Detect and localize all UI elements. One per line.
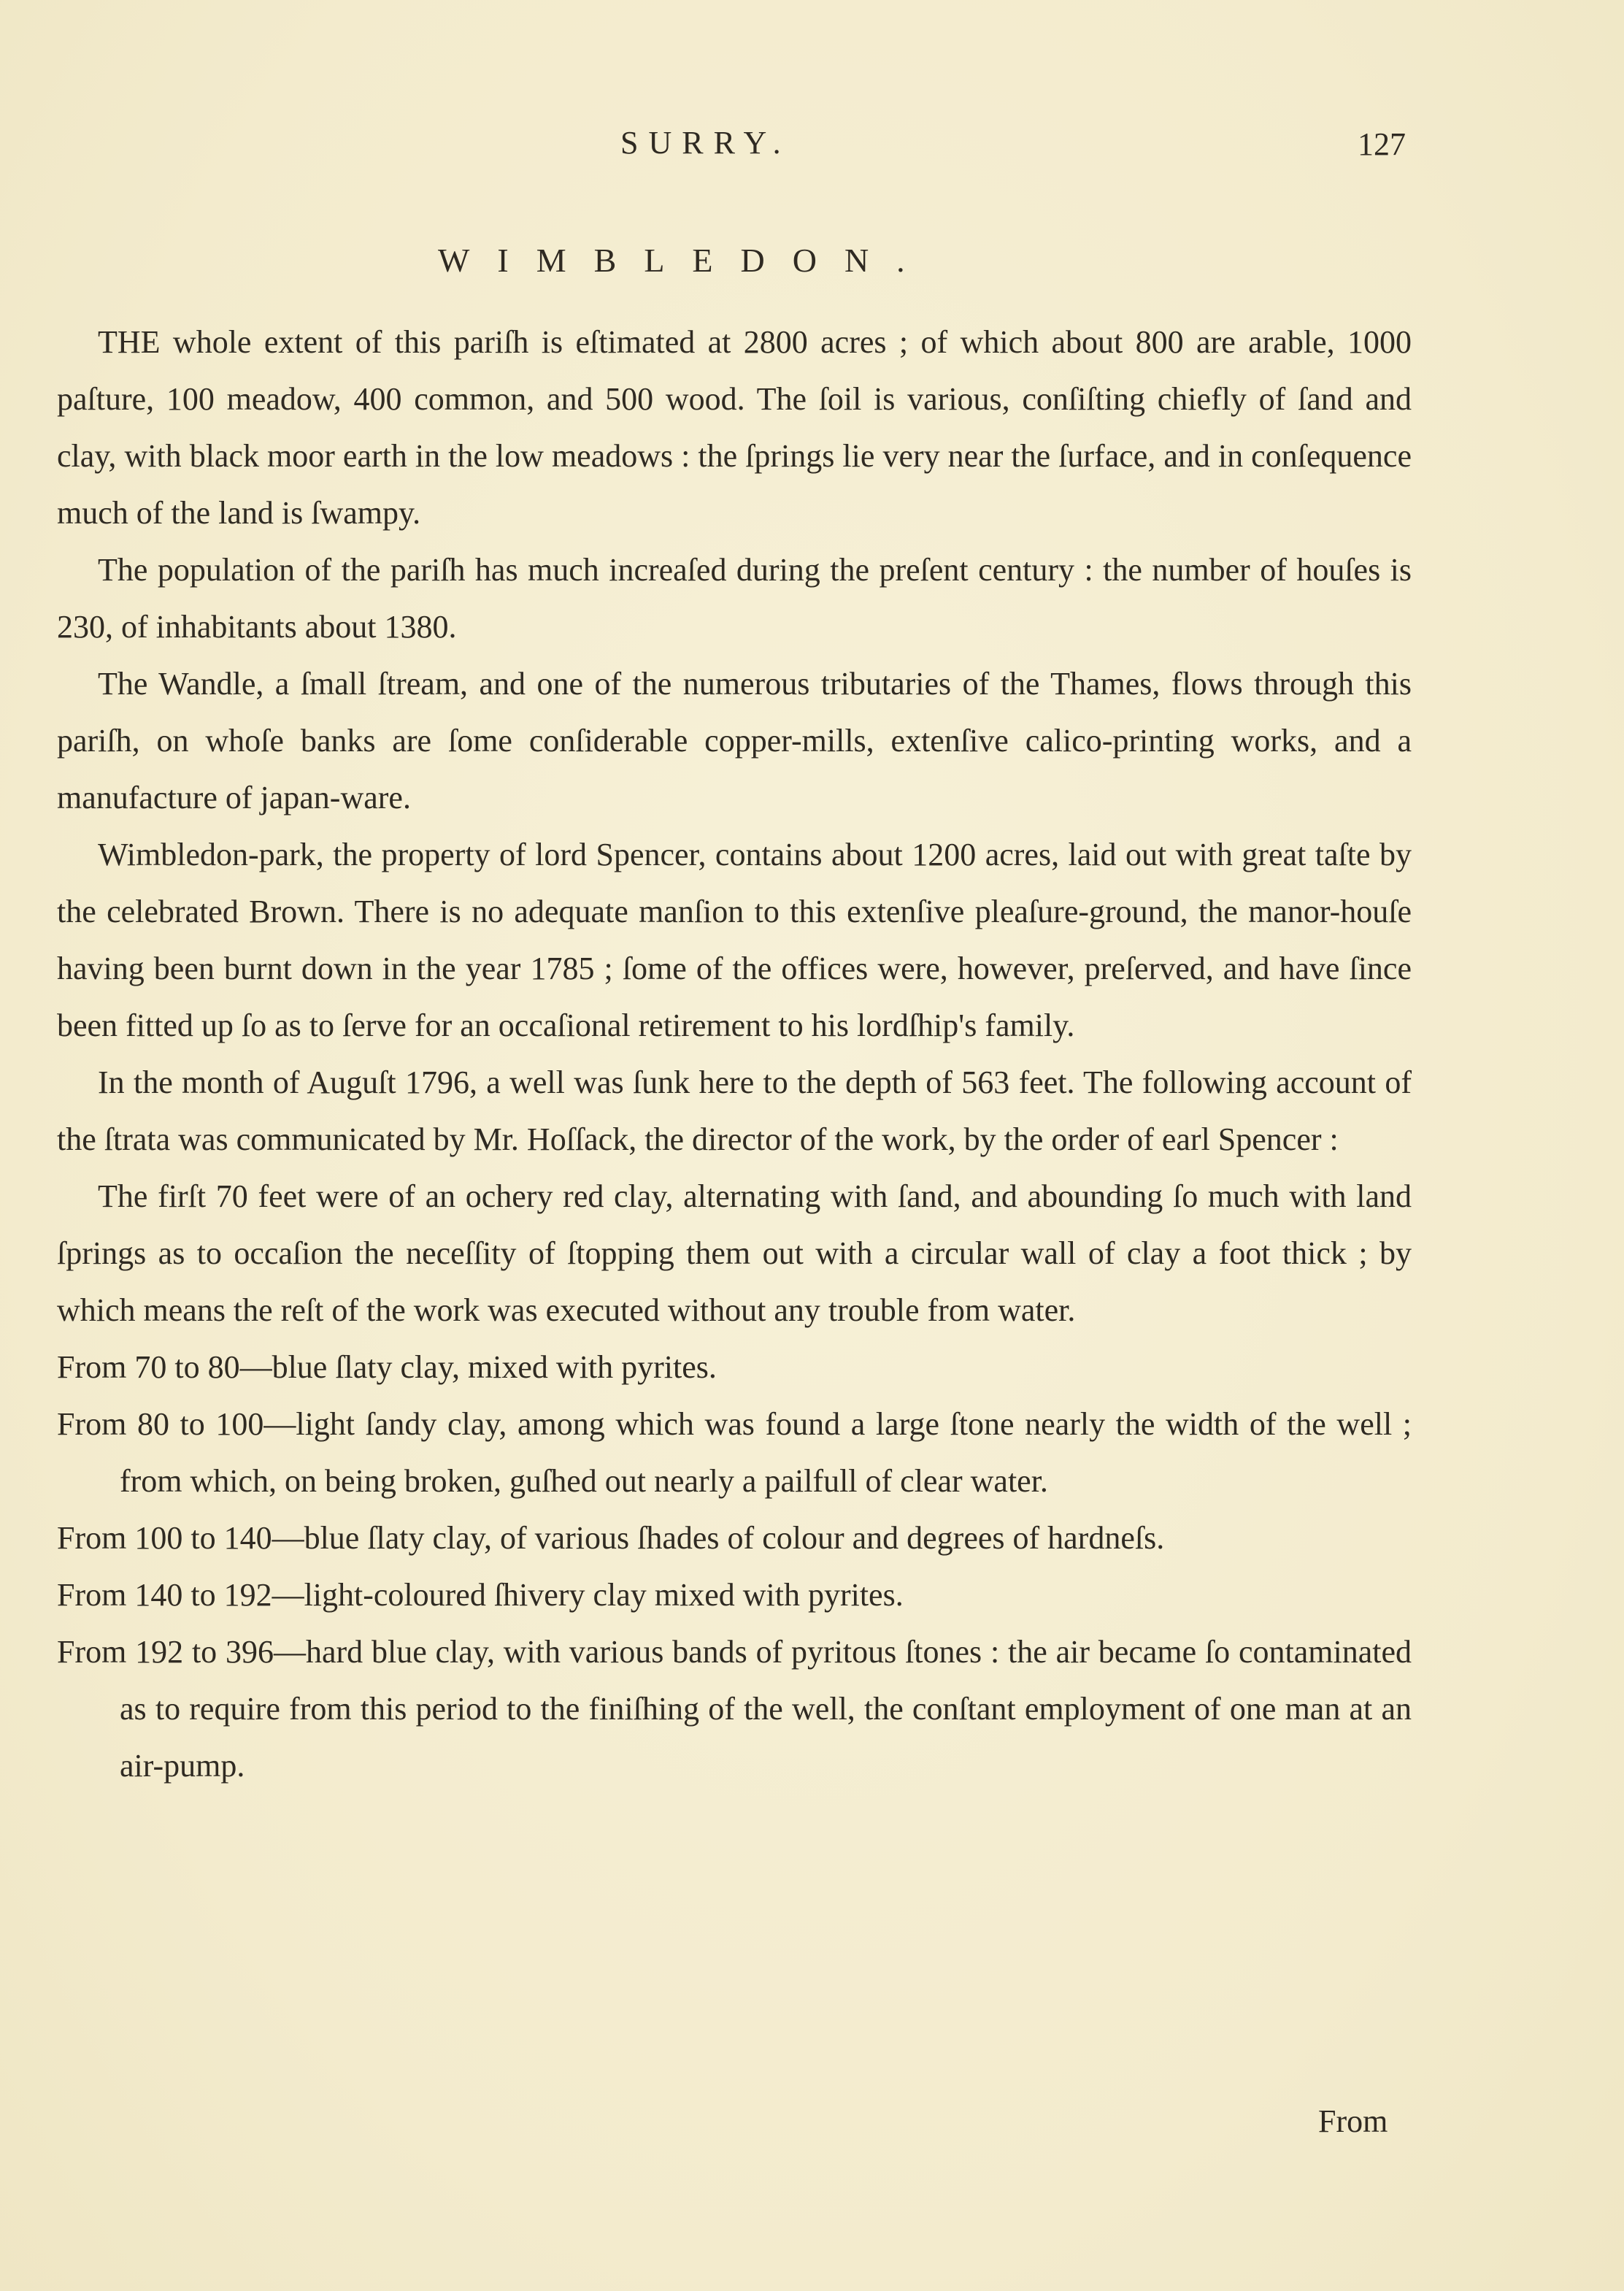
strata-entry: From 192 to 396—hard blue clay, with various bands of pyritous ſtones : the air became ſo contaminated as to require from this period to the finiſhing of the well, the conſtant employment of one man at an air-pump. (57, 1634, 1412, 1784)
catchword: From (1318, 2103, 1388, 2139)
paragraph: The firſt 70 feet were of an ochery red clay, alternating with ſand, and abounding ſo much with land ſprings as to occaſion the neceſſity of ſtopping them out with a circular wall of clay a foot thick ; by which means the reſt of the work was executed without any trouble from water. (57, 1178, 1412, 1328)
paragraph: The population of the pariſh has much increaſed during the preſent century : the number of houſes is 230, of inhabitants about 1380. (57, 552, 1412, 645)
paragraph: In the month of Auguſt 1796, a well was ſunk here to the depth of 563 feet. The following account of the ſtrata was communicated by Mr. Hoſſack, the director of the work, by the order of earl Spencer : (57, 1064, 1412, 1157)
strata-entry: From 70 to 80—blue ſlaty clay, mixed with pyrites. (57, 1349, 717, 1385)
paragraph: THE whole extent of this pariſh is eſtimated at 2800 acres ; of which about 800 are arable, 1000 paſture, 100 meadow, 400 common, and 500 wood. The ſoil is various, conſiſting chiefly of ſand and clay, with black moor earth in the low meadows : the ſprings lie very near the ſurface, and in conſequence much of the land is ſwampy. (57, 324, 1412, 531)
strata-entry: From 140 to 192—light-coloured ſhivery clay mixed with pyrites. (57, 1577, 904, 1613)
running-title: SURRY. (620, 125, 791, 161)
page-number: 127 (1358, 126, 1406, 162)
paragraph: The Wandle, a ſmall ſtream, and one of the numerous tributaries of the Thames, flows through this pariſh, on whoſe banks are ſome conſiderable copper-mills, extenſive calico-printing works, and a manufacture of japan-ware. (57, 666, 1412, 816)
strata-list (57, 1339, 1412, 1795)
body-text (57, 314, 1412, 1795)
running-head (0, 124, 1624, 168)
paragraph: Wimbledon-park, the property of lord Spencer, contains about 1200 acres, laid out with great taſte by the celebrated Brown. There is no adequate manſion to this extenſive pleaſure-ground, the manor-houſe having been burnt down in the year 1785 ; ſome of the offices were, however, preſerved, and have ſince been fitted up ſo as to ſerve for an occaſional retirement to his lordſhip's family. (57, 837, 1412, 1043)
strata-entry: From 80 to 100—light ſandy clay, among which was found a large ſtone nearly the width of the well ; from which, on being broken, guſhed out nearly a pailfull of clear water. (57, 1406, 1412, 1499)
section-heading: WIMBLEDON. (438, 242, 933, 279)
strata-entry: From 100 to 140—blue ſlaty clay, of various ſhades of colour and degrees of hardneſs. (57, 1520, 1165, 1556)
